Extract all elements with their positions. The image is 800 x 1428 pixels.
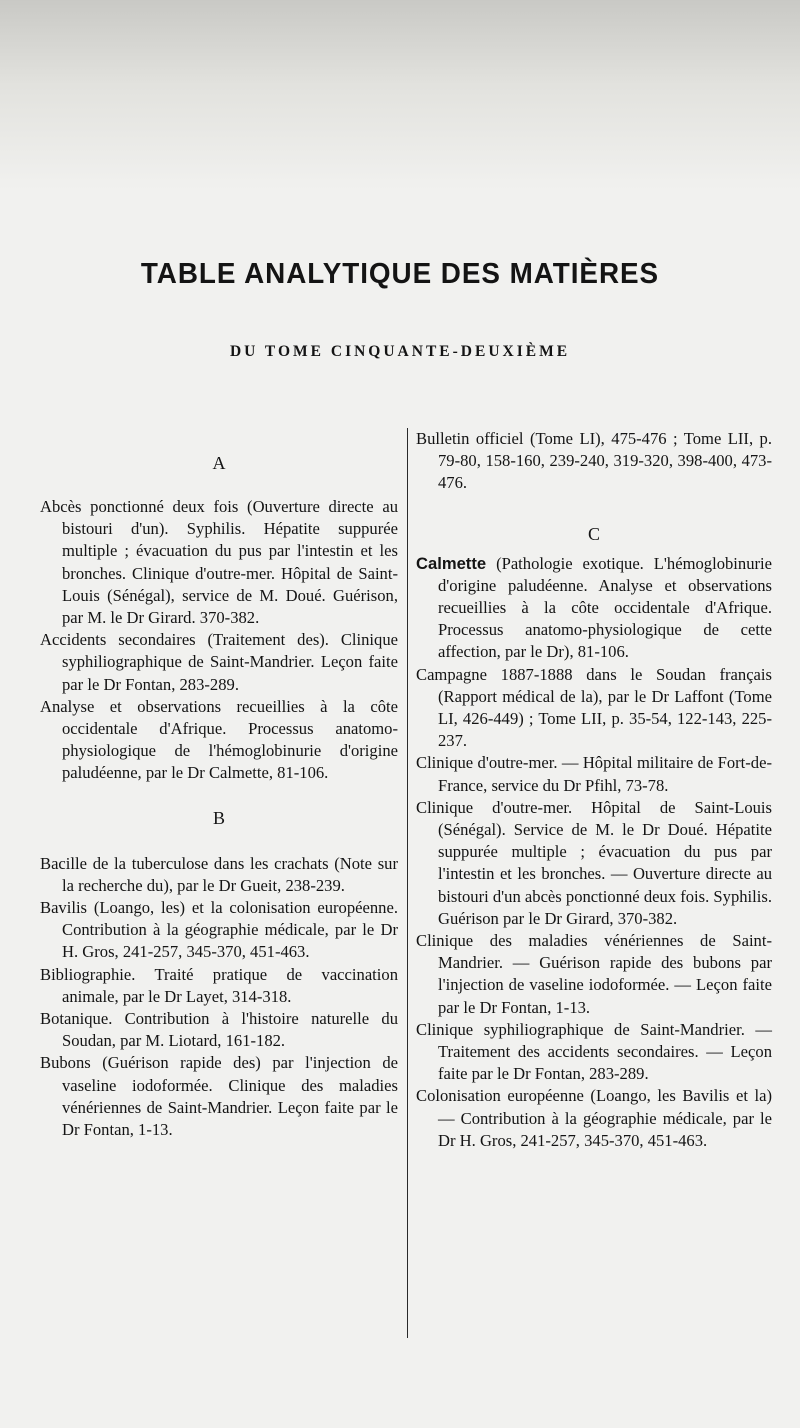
index-entry: Bubons (Guérison rapide des) par l'injection de vaseline iodoformée. Clinique des maladies vénériennes de Saint-Mandrier. Leçon faite par le Dr Fontan, 1-13.: [40, 1053, 398, 1140]
index-entry: Analyse et observations recueillies à la côte occidentale d'Afrique. Processus anatomo-physiologique de l'hémoglobinurie d'origine paludéenne, par le Dr Calmette, 81-106.: [40, 696, 398, 783]
page-subtitle: DU TOME CINQUANTE-DEUXIÈME: [229, 343, 571, 360]
index-entry: Colonisation européenne (Loango, les Bavilis et la) — Contribution à la géographie médicale, par le Dr H. Gros, 241-257, 345-370, 451-463.: [416, 1086, 772, 1150]
index-entry: Botanique. Contribution à l'histoire naturelle du Soudan, par M. Liotard, 161-182.: [40, 1009, 398, 1051]
right-column: [416, 428, 772, 1152]
section-letter-b: B: [212, 807, 225, 828]
index-entry: Bacille de la tuberculose dans les crachats (Note sur la recherche du), par le Dr Gueit, 238-239.: [40, 853, 398, 895]
page-title: TABLE ANALYTIQUE DES MATIÈRES: [140, 258, 660, 290]
index-entry: Campagne 1887-1888 dans le Soudan français (Rapport médical de la), par le Dr Laffont (Tome LI, 426-449) ; Tome LII, p. 35-54, 122-143, 225-237.: [416, 664, 772, 751]
entry-headword: Calmette: [416, 553, 487, 573]
index-entry: Bibliographie. Traité pratique de vaccination animale, par le Dr Layet, 314-318.: [40, 964, 398, 1006]
index-entry-calmette: [416, 553, 772, 664]
index-entry: Bavilis (Loango, les) et la colonisation européenne. Contribution à la géographie médicale, par le Dr H. Gros, 241-257, 345-370, 451-463.: [40, 898, 398, 962]
index-entry: Clinique d'outre-mer. — Hôpital militaire de Fort-de-France, service du Dr Pfihl, 73-78.: [416, 753, 772, 795]
entry-text: (Pathologie exotique. L'hémoglobinurie d'origine paludéenne. Analyse et observations recueillies à la côte occidentale d'Afrique. Processus anatomo-physiologique de cette affection, par le Dr), 81-106.: [438, 553, 772, 662]
section-letter-a: A: [212, 453, 226, 473]
section-letter-c: C: [587, 523, 600, 544]
index-entry: Clinique syphiliographique de Saint-Mandrier. — Traitement des accidents secondaires. — Leçon faite par le Dr Fontan, 283-289.: [416, 1019, 772, 1084]
index-entry: Bulletin officiel (Tome LI), 475-476 ; Tome LII, p. 79-80, 158-160, 239-240, 319-320, 398-400, 473-476.: [416, 429, 772, 493]
index-entry: Abcès ponctionné deux fois (Ouverture directe au bistouri d'un). Syphilis. Hépatite suppurée multiple ; évacuation du pus par l'intestin et les bronches. Clinique d'outre-mer. Hôpital de Saint-Louis (Sénégal), service de M. Doué. Guérison, par M. le Dr Girard. 370-382.: [40, 497, 398, 628]
index-entry: Clinique des maladies vénériennes de Saint-Mandrier. — Guérison rapide des bubons par l'injection de vaseline iodoformée. — Leçon faite par le Dr Fontan, 1-13.: [416, 931, 772, 1017]
index-entry: Accidents secondaires (Traitement des). Clinique syphiliographique de Saint-Mandrier. Leçon faite par le Dr Fontan, 283-289.: [40, 630, 398, 694]
column-divider: [407, 428, 408, 1338]
left-column: [40, 432, 398, 1141]
index-entry: Clinique d'outre-mer. Hôpital de Saint-Louis (Sénégal). Service de M. le Dr Doué. Hépatite suppurée multiple ; évacuation du pus par l'intestin et les bronches. — Ouverture directe au bistouri d'un abcès ponctionné deux fois. Syphilis. Guérison par le Dr Girard, 370-382.: [416, 797, 772, 928]
